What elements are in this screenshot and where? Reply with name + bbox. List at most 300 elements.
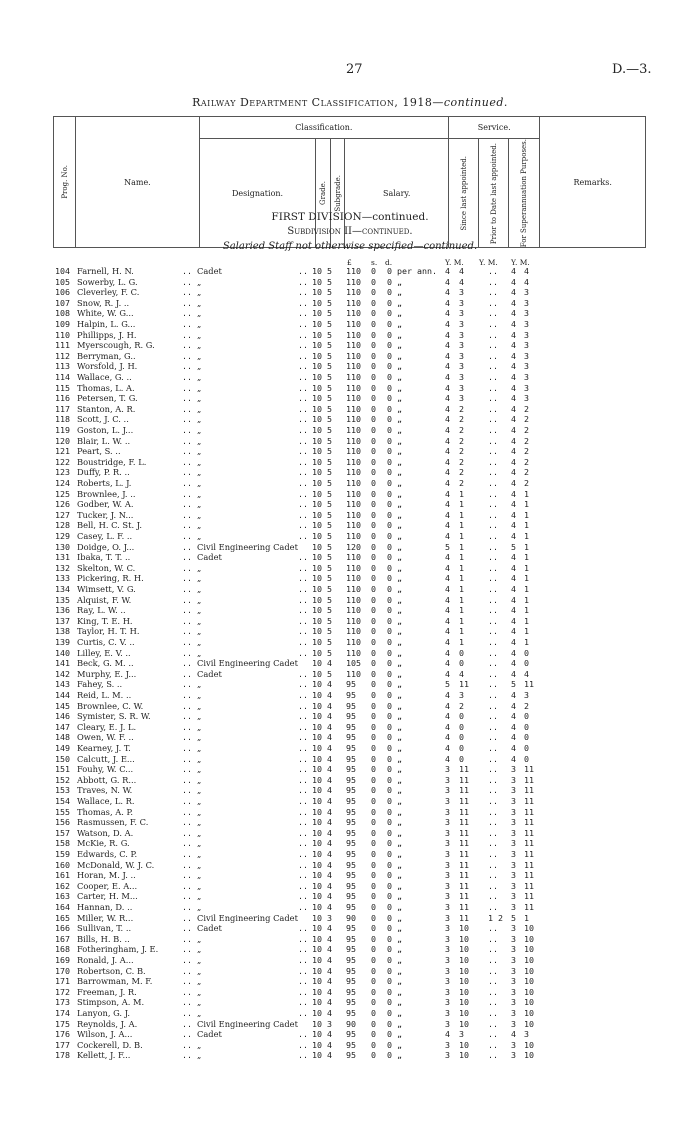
cell-g: 10: [312, 520, 322, 531]
cell-l: 95: [346, 743, 356, 753]
cell-sh: 0: [371, 1008, 376, 1018]
cell-p: 0: [387, 849, 392, 859]
cell-d1: ..: [182, 902, 192, 912]
cell-d1: ..: [182, 647, 192, 658]
cell-l: 110: [346, 520, 361, 531]
cell-g: 10: [312, 414, 322, 425]
cell-sm: 2: [459, 478, 464, 488]
cell-g: 10: [312, 372, 322, 382]
cell-d1: ..: [182, 584, 192, 594]
cell-d2: ..: [298, 976, 308, 987]
table-row: [0, 988, 700, 997]
cell-name: Snow, R. J. ..: [77, 297, 130, 308]
cell-no: 141: [55, 658, 70, 669]
cell-d1: ..: [182, 372, 192, 382]
cell-sy2: 4: [511, 658, 516, 669]
cell-sm2: 0: [524, 721, 529, 732]
cell-l: 95: [346, 933, 356, 944]
cell-p: 0: [387, 1039, 392, 1050]
cell-pa: „: [397, 647, 402, 658]
cell-p: 0: [387, 435, 392, 446]
cell-sm: 10: [459, 923, 469, 934]
cell-g: 10: [312, 594, 322, 605]
cell-py: ..: [488, 552, 498, 563]
cell-py: ..: [488, 849, 498, 859]
cell-des: „: [197, 711, 202, 722]
cell-d1: ..: [182, 817, 192, 828]
cell-g: 10: [312, 785, 322, 796]
cell-l: 105: [346, 658, 361, 669]
cell-sm: 11: [459, 838, 469, 849]
cell-sm: 11: [459, 912, 469, 923]
cell-d1: ..: [182, 266, 192, 276]
cell-name: Wilson, J. A...: [77, 1029, 133, 1040]
cell-sh: 0: [371, 276, 376, 287]
cell-sy: 4: [445, 711, 450, 722]
cell-py: ..: [488, 944, 498, 955]
cell-sm2: 1: [524, 488, 529, 499]
cell-name: Cleverley, F. C.: [77, 287, 140, 298]
cell-py: ..: [488, 721, 498, 732]
cell-sy: 4: [445, 478, 450, 488]
cell-p: 0: [387, 721, 392, 732]
cell-sm: 3: [459, 319, 464, 329]
cell-pa: „: [397, 1039, 402, 1050]
cell-sh: 0: [371, 1029, 376, 1040]
cell-sy2: 4: [511, 382, 516, 393]
cell-sm2: 10: [524, 1050, 534, 1061]
cell-sy: 3: [445, 817, 450, 828]
cell-g: 10: [312, 732, 322, 743]
cell-s: 4: [327, 859, 332, 870]
cell-sm2: 11: [524, 764, 534, 775]
cell-py: ..: [488, 658, 498, 669]
cell-sy2: 4: [511, 552, 516, 563]
cell-sm: 11: [459, 796, 469, 806]
cell-sy2: 4: [511, 690, 516, 700]
cell-sy2: 4: [511, 361, 516, 372]
cell-sh: 0: [371, 976, 376, 987]
cell-pa: „: [397, 944, 402, 955]
cell-g: 10: [312, 796, 322, 806]
cell-sm: 10: [459, 965, 469, 976]
cell-pa: „: [397, 531, 402, 541]
cell-d2: ..: [298, 827, 308, 838]
cell-d2: ..: [298, 488, 308, 499]
cell-sm: 1: [459, 541, 464, 552]
cell-d2: ..: [298, 520, 308, 531]
cell-d1: ..: [182, 478, 192, 488]
cell-sh: 0: [371, 509, 376, 520]
cell-des: „: [197, 902, 202, 912]
cell-l: 95: [346, 986, 356, 997]
cell-sh: 0: [371, 849, 376, 859]
cell-s: 4: [327, 774, 332, 785]
cell-no: 111: [55, 340, 70, 351]
cell-sm: 1: [459, 552, 464, 563]
cell-sy: 4: [445, 584, 450, 594]
cell-sy: 3: [445, 1008, 450, 1018]
cell-sm2: 2: [524, 456, 529, 467]
cell-g: 10: [312, 446, 322, 457]
cell-p: 0: [387, 806, 392, 817]
cell-no: 151: [55, 764, 70, 775]
cell-p: 0: [387, 1029, 392, 1040]
cell-no: 118: [55, 414, 70, 425]
cell-no: 136: [55, 605, 70, 616]
cell-d1: ..: [182, 562, 192, 573]
table-row: [0, 903, 700, 912]
cell-name: Ibaka, T. T. ..: [77, 552, 131, 563]
table-row: [0, 998, 700, 1007]
cell-d1: ..: [182, 806, 192, 817]
cell-no: 166: [55, 923, 70, 934]
cell-sh: 0: [371, 870, 376, 881]
cell-py: ..: [488, 499, 498, 510]
cell-py: ..: [488, 690, 498, 700]
cell-des: Civil Engineering Cadet: [197, 1018, 298, 1029]
cell-py: ..: [488, 827, 498, 838]
cell-d1: ..: [182, 923, 192, 934]
cell-sy: 5: [445, 541, 450, 552]
cell-py: ..: [488, 753, 498, 764]
cell-des: „: [197, 467, 202, 478]
cell-des: „: [197, 361, 202, 372]
table-row: [0, 532, 700, 541]
cell-d2: ..: [298, 446, 308, 457]
cell-sh: 0: [371, 287, 376, 298]
cell-d2: ..: [298, 605, 308, 616]
cell-pa: „: [397, 584, 402, 594]
cell-name: Ronald, J. A...: [77, 955, 134, 965]
cell-no: 107: [55, 297, 70, 308]
cell-sh: 0: [371, 414, 376, 425]
cell-name: Thomas, L. A.: [77, 382, 135, 393]
cell-py: ..: [488, 287, 498, 298]
cell-des: „: [197, 785, 202, 796]
cell-sm: 11: [459, 774, 469, 785]
cell-d2: ..: [298, 297, 308, 308]
cell-no: 145: [55, 700, 70, 711]
cell-g: 10: [312, 774, 322, 785]
cell-p: 0: [387, 658, 392, 669]
cell-sh: 0: [371, 785, 376, 796]
cell-des: „: [197, 690, 202, 700]
table-row: [0, 362, 700, 371]
cell-des: „: [197, 732, 202, 743]
cell-py: ..: [488, 393, 498, 404]
cell-name: King, T. E. H.: [77, 615, 133, 626]
staff-note: Salaried Staff not otherwise specified—continued.: [222, 241, 478, 252]
cell-sm2: 3: [524, 690, 529, 700]
header-superannuation: For Superannuation Purposes.: [509, 139, 540, 248]
division-heading: FIRST DIVISION—continued.: [271, 211, 429, 223]
table-row: [0, 267, 700, 276]
cell-name: Fotheringham, J. E.: [77, 944, 159, 955]
table-row: [0, 712, 700, 721]
cell-sm: 1: [459, 520, 464, 531]
cell-sy: 4: [445, 573, 450, 584]
cell-no: 119: [55, 425, 70, 435]
cell-name: White, W. G...: [77, 308, 134, 319]
cell-l: 110: [346, 509, 361, 520]
cell-d2: ..: [298, 467, 308, 478]
cell-g: 10: [312, 764, 322, 775]
cell-pa: „: [397, 319, 402, 329]
cell-name: Doidge, O. J...: [77, 541, 135, 552]
cell-no: 169: [55, 955, 70, 965]
cell-sm: 0: [459, 658, 464, 669]
cell-sy: 4: [445, 531, 450, 541]
cell-sm: 10: [459, 1008, 469, 1018]
cell-sy: 3: [445, 838, 450, 849]
cell-s: 3: [327, 912, 332, 923]
table-row: [0, 341, 700, 350]
cell-des: „: [197, 605, 202, 616]
cell-py: ..: [488, 403, 498, 414]
cell-des: „: [197, 319, 202, 329]
cell-s: 3: [327, 1018, 332, 1029]
cell-s: 4: [327, 658, 332, 669]
cell-p: 0: [387, 1018, 392, 1029]
cell-name: Cockerell, D. B.: [77, 1039, 143, 1050]
cell-sy: 3: [445, 827, 450, 838]
table-row: [0, 935, 700, 944]
cell-py: ..: [488, 774, 498, 785]
cell-l: 95: [346, 690, 356, 700]
cell-py: ..: [488, 446, 498, 457]
cell-p: 0: [387, 478, 392, 488]
cell-des: „: [197, 637, 202, 647]
cell-sm2: 3: [524, 372, 529, 382]
cell-g: 10: [312, 562, 322, 573]
cell-l: 110: [346, 637, 361, 647]
cell-no: 177: [55, 1039, 70, 1050]
cell-des: „: [197, 700, 202, 711]
cell-l: 95: [346, 753, 356, 764]
cell-des: „: [197, 562, 202, 573]
cell-g: 10: [312, 308, 322, 319]
cell-sy: 4: [445, 382, 450, 393]
cell-sm2: 4: [524, 668, 529, 679]
cell-g: 10: [312, 287, 322, 298]
cell-name: Miller, W. R...: [77, 912, 134, 923]
cell-pa: „: [397, 605, 402, 616]
cell-sy2: 3: [511, 880, 516, 891]
cell-sy2: 4: [511, 605, 516, 616]
cell-sm: 3: [459, 361, 464, 372]
cell-pa: „: [397, 456, 402, 467]
cell-l: 110: [346, 499, 361, 510]
cell-sy: 4: [445, 435, 450, 446]
table-row: [0, 553, 700, 562]
cell-no: 117: [55, 403, 70, 414]
cell-s: 5: [327, 626, 332, 637]
unit-ym-super: Y. M.: [511, 258, 530, 267]
cell-l: 110: [346, 276, 361, 287]
cell-p: 0: [387, 541, 392, 552]
cell-py: ..: [488, 870, 498, 881]
cell-l: 110: [346, 287, 361, 298]
cell-des: „: [197, 997, 202, 1008]
cell-des: „: [197, 276, 202, 287]
table-row: [0, 309, 700, 318]
cell-py: ..: [488, 700, 498, 711]
page-title: [0, 96, 700, 109]
cell-pa: „: [397, 552, 402, 563]
cell-des: „: [197, 520, 202, 531]
cell-d1: ..: [182, 467, 192, 478]
cell-d2: ..: [298, 817, 308, 828]
cell-no: 114: [55, 372, 70, 382]
cell-py: ..: [488, 711, 498, 722]
cell-g: 10: [312, 488, 322, 499]
cell-sm2: 4: [524, 266, 529, 276]
cell-l: 110: [346, 372, 361, 382]
cell-s: 5: [327, 425, 332, 435]
cell-sm2: 3: [524, 1029, 529, 1040]
cell-name: Calcutt, J. E...: [77, 753, 135, 764]
cell-d2: ..: [298, 838, 308, 849]
cell-sm2: 1: [524, 912, 529, 923]
cell-l: 110: [346, 329, 361, 340]
cell-d2: ..: [298, 997, 308, 1008]
cell-sy: 4: [445, 520, 450, 531]
cell-s: 5: [327, 562, 332, 573]
cell-sy: 3: [445, 944, 450, 955]
cell-sh: 0: [371, 806, 376, 817]
cell-py: ..: [488, 340, 498, 351]
cell-sh: 0: [371, 297, 376, 308]
header-salary: Salary.: [345, 139, 449, 248]
cell-pa: „: [397, 425, 402, 435]
cell-sy: 4: [445, 700, 450, 711]
cell-l: 95: [346, 944, 356, 955]
table-row: [0, 659, 700, 668]
cell-d1: ..: [182, 297, 192, 308]
cell-no: 146: [55, 711, 70, 722]
cell-d1: ..: [182, 870, 192, 881]
cell-sm2: 1: [524, 637, 529, 647]
header-subgrade: Subgrade.: [331, 139, 345, 248]
cell-des: „: [197, 1050, 202, 1061]
cell-sy: 4: [445, 690, 450, 700]
cell-g: 10: [312, 880, 322, 891]
cell-s: 4: [327, 700, 332, 711]
cell-p: 0: [387, 467, 392, 478]
cell-sh: 0: [371, 467, 376, 478]
cell-sy2: 4: [511, 308, 516, 319]
cell-no: 128: [55, 520, 70, 531]
cell-sm: 2: [459, 446, 464, 457]
cell-sm2: 3: [524, 308, 529, 319]
cell-des: „: [197, 764, 202, 775]
cell-pa: „: [397, 1050, 402, 1061]
cell-no: 116: [55, 393, 70, 404]
cell-des: „: [197, 880, 202, 891]
cell-g: 10: [312, 965, 322, 976]
cell-d2: ..: [298, 955, 308, 965]
cell-des: „: [197, 393, 202, 404]
cell-name: Peart, S. ..: [77, 446, 121, 457]
cell-sm2: 11: [524, 859, 534, 870]
cell-g: 10: [312, 319, 322, 329]
cell-g: 10: [312, 912, 322, 923]
cell-sm: 11: [459, 806, 469, 817]
cell-py: ..: [488, 382, 498, 393]
cell-name: Roberts, L. J.: [77, 478, 132, 488]
cell-py: ..: [488, 796, 498, 806]
cell-p: 0: [387, 425, 392, 435]
cell-sy: 3: [445, 955, 450, 965]
table-row: [0, 458, 700, 467]
cell-sm: 11: [459, 891, 469, 902]
cell-sm: 1: [459, 615, 464, 626]
cell-sh: 0: [371, 456, 376, 467]
header-classification: Classification.: [199, 117, 448, 139]
cell-des: „: [197, 297, 202, 308]
cell-sm: 10: [459, 976, 469, 987]
cell-name: Petersen, T. G.: [77, 393, 138, 404]
cell-name: Boustridge, F. L.: [77, 456, 147, 467]
cell-sy2: 3: [511, 1039, 516, 1050]
cell-d1: ..: [182, 393, 192, 404]
cell-g: 10: [312, 711, 322, 722]
cell-p: 0: [387, 403, 392, 414]
cell-sy2: 4: [511, 488, 516, 499]
cell-sy: 3: [445, 870, 450, 881]
cell-l: 110: [346, 605, 361, 616]
cell-sy2: 4: [511, 509, 516, 520]
cell-no: 167: [55, 933, 70, 944]
cell-d2: ..: [298, 668, 308, 679]
cell-sm2: 11: [524, 785, 534, 796]
cell-l: 110: [346, 668, 361, 679]
cell-s: 4: [327, 965, 332, 976]
table-row: [0, 924, 700, 933]
cell-s: 4: [327, 743, 332, 753]
cell-pa: „: [397, 796, 402, 806]
cell-sh: 0: [371, 478, 376, 488]
cell-l: 95: [346, 891, 356, 902]
cell-pa: „: [397, 965, 402, 976]
cell-g: 10: [312, 626, 322, 637]
cell-sh: 0: [371, 997, 376, 1008]
cell-sh: 0: [371, 721, 376, 732]
cell-des: „: [197, 965, 202, 976]
cell-d2: ..: [298, 478, 308, 488]
table-row: [0, 299, 700, 308]
cell-g: 10: [312, 435, 322, 446]
table-row: [0, 320, 700, 329]
cell-des: „: [197, 891, 202, 902]
cell-des: „: [197, 499, 202, 510]
cell-des: „: [197, 743, 202, 753]
cell-d2: ..: [298, 902, 308, 912]
cell-pa: „: [397, 626, 402, 637]
cell-py: ..: [488, 859, 498, 870]
cell-g: 10: [312, 382, 322, 393]
cell-p: 0: [387, 562, 392, 573]
cell-pa: „: [397, 287, 402, 298]
cell-sy: 3: [445, 880, 450, 891]
table-row: [0, 596, 700, 605]
cell-g: 10: [312, 668, 322, 679]
table-row: [0, 426, 700, 435]
header-grade: Grade.: [316, 139, 331, 248]
cell-sm: 10: [459, 933, 469, 944]
cell-sm2: 11: [524, 880, 534, 891]
